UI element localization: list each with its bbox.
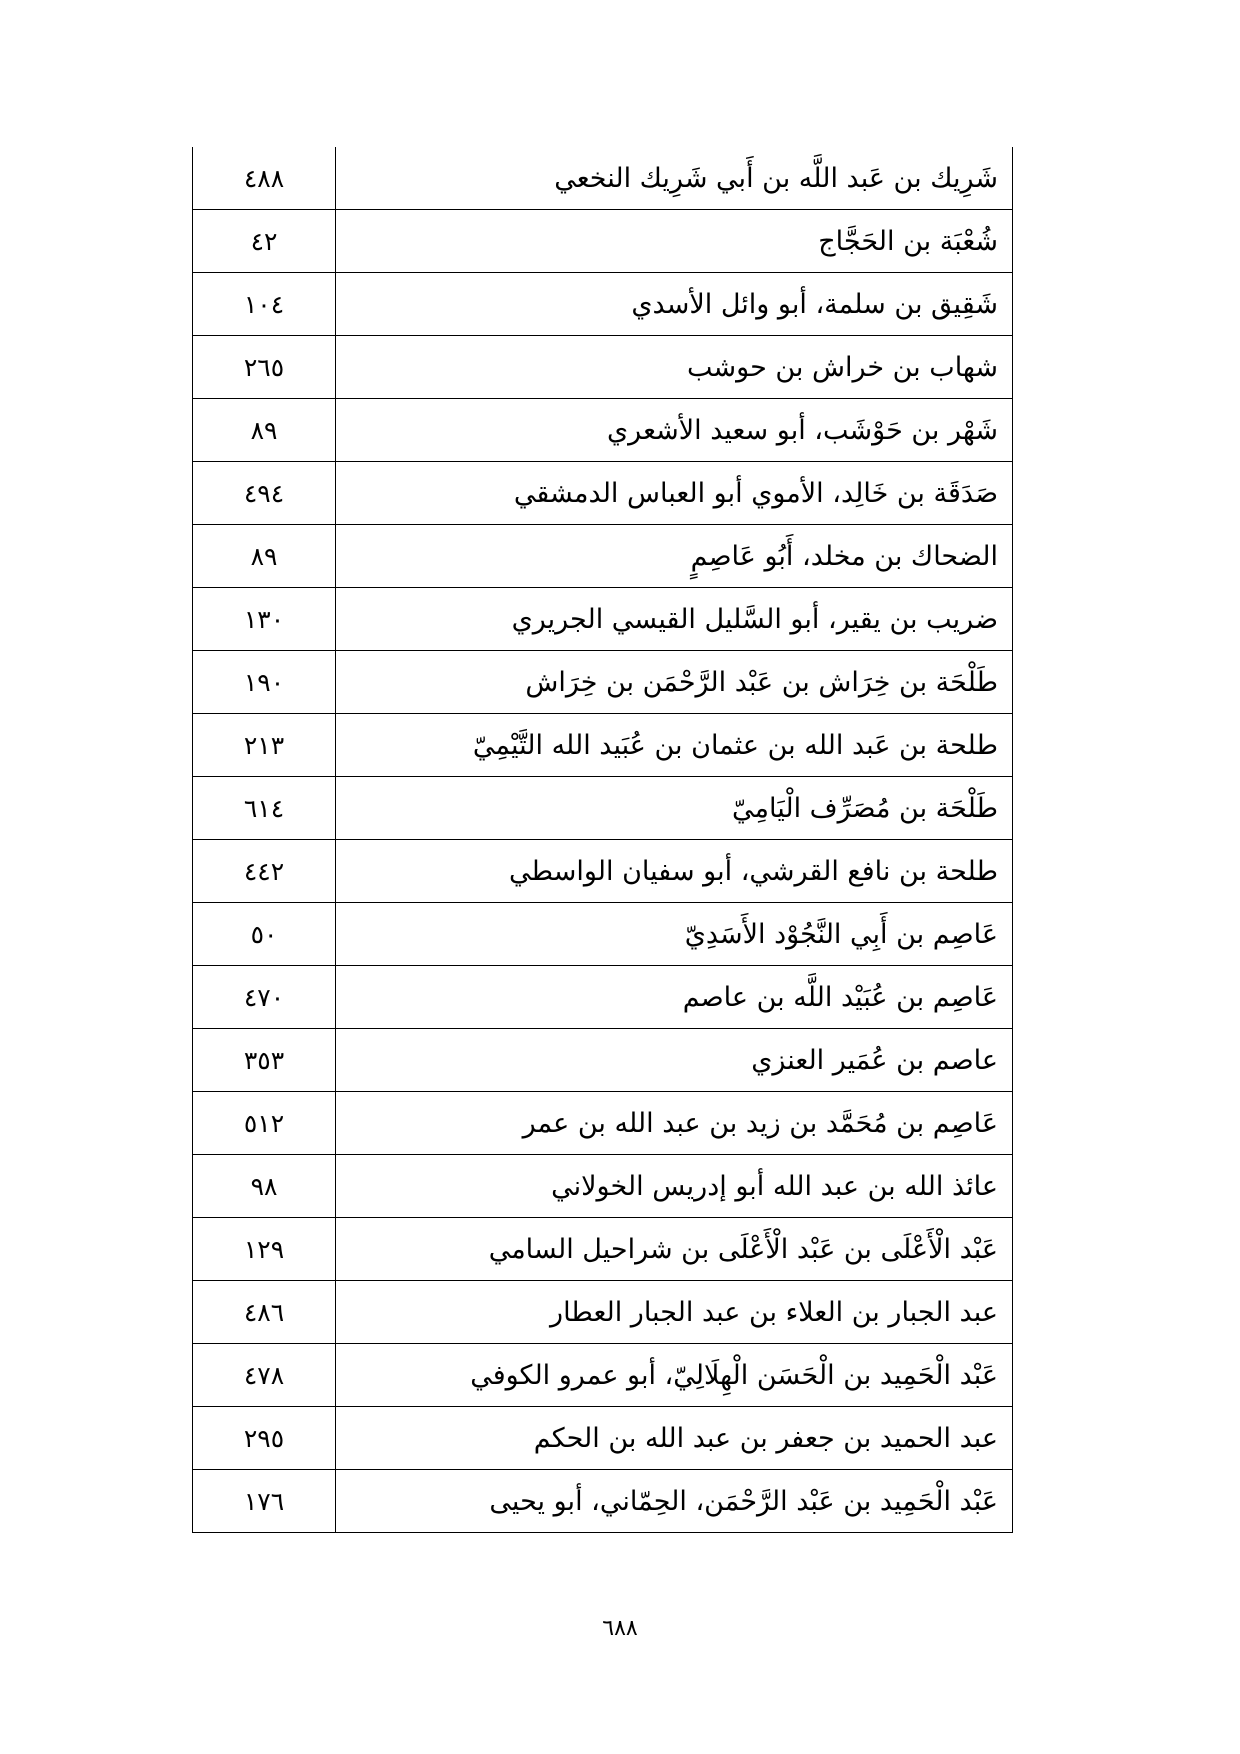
page-reference: ٢٩٥ [193,1407,336,1470]
page-number: ٦٨٨ [602,1616,638,1641]
table-row [193,1344,1013,1407]
table-row [193,1470,1013,1533]
page-reference: ٤٧٠ [193,966,336,1029]
page-reference: ١٩٠ [193,651,336,714]
table-row [193,1029,1013,1092]
narrator-name: عاصم بن عُمَير العنزي [336,1029,1013,1092]
narrator-name: طلحة بن عَبد الله بن عثمان بن عُبَيد الله التَّيْمِيّ [336,714,1013,777]
table-row [193,1218,1013,1281]
table-row [193,462,1013,525]
page-reference: ٥١٢ [193,1092,336,1155]
narrator-name: عبد الجبار بن العلاء بن عبد الجبار العطار [336,1281,1013,1344]
table-row [193,588,1013,651]
narrator-name: شَقِيق بن سلمة، أبو وائل الأسدي [336,273,1013,336]
page-reference: ٦١٤ [193,777,336,840]
narrator-name: طَلْحَة بن مُصَرِّف الْيَامِيّ [336,777,1013,840]
page-reference: ٩٨ [193,1155,336,1218]
table-row [193,840,1013,903]
narrator-name: صَدَقَة بن خَالِد، الأموي أبو العباس الدمشقي [336,462,1013,525]
narrator-name: عبد الحميد بن جعفر بن عبد الله بن الحكم [336,1407,1013,1470]
narrator-name: شَرِيك بن عَبد اللَّه بن أَبي شَرِيك النخعي [336,147,1013,210]
table-row [193,903,1013,966]
index-table [192,147,1013,1533]
narrator-name: طلحة بن نافع القرشي، أبو سفيان الواسطي [336,840,1013,903]
table-row [193,1092,1013,1155]
narrator-name: الضحاك بن مخلد، أَبُو عَاصِمٍ [336,525,1013,588]
table-row [193,210,1013,273]
table-row [193,651,1013,714]
table-row [193,399,1013,462]
table-row [193,525,1013,588]
page-reference: ١٠٤ [193,273,336,336]
table-row [193,777,1013,840]
table-row [193,336,1013,399]
page-reference: ١٢٩ [193,1218,336,1281]
narrator-name: عائذ الله بن عبد الله أبو إدريس الخولاني [336,1155,1013,1218]
page-reference: ١٣٠ [193,588,336,651]
page-reference: ١٧٦ [193,1470,336,1533]
index-table-body [193,147,1013,1533]
page-reference: ٥٠ [193,903,336,966]
table-row [193,273,1013,336]
narrator-name: عَبْد الْأَعْلَى بن عَبْد الْأَعْلَى بن شراحيل السامي [336,1218,1013,1281]
table-row [193,1281,1013,1344]
narrator-name: عَاصِم بن مُحَمَّد بن زيد بن عبد الله بن عمر [336,1092,1013,1155]
narrator-name: شهاب بن خراش بن حوشب [336,336,1013,399]
page-reference: ٨٩ [193,525,336,588]
page-reference: ٣٥٣ [193,1029,336,1092]
page-reference: ٤٢ [193,210,336,273]
narrator-name: عَاصِم بن أَبِي النَّجُوْد الأَسَدِيّ [336,903,1013,966]
table-row [193,1407,1013,1470]
table-row [193,1155,1013,1218]
narrator-name: عَاصِم بن عُبَيْد اللَّه بن عاصم [336,966,1013,1029]
table-row [193,714,1013,777]
page-reference: ٢٦٥ [193,336,336,399]
page-reference: ٤٩٤ [193,462,336,525]
page-reference: ٤٤٢ [193,840,336,903]
page-reference: ٤٨٨ [193,147,336,210]
narrator-name: شُعْبَة بن الحَجَّاج [336,210,1013,273]
page-reference: ٤٧٨ [193,1344,336,1407]
narrator-name: طَلْحَة بن خِرَاش بن عَبْد الرَّحْمَن بن خِرَاش [336,651,1013,714]
page-reference: ٨٩ [193,399,336,462]
page-reference: ٤٨٦ [193,1281,336,1344]
table-row [193,966,1013,1029]
table-row [193,147,1013,210]
page-reference: ٢١٣ [193,714,336,777]
narrator-name: شَهْر بن حَوْشَب، أبو سعيد الأشعري [336,399,1013,462]
narrator-name: عَبْد الْحَمِيد بن الْحَسَن الْهِلَالِيّ، أبو عمرو الكوفي [336,1344,1013,1407]
narrator-name: ضريب بن يقير، أبو السَّليل القيسي الجريري [336,588,1013,651]
narrator-name: عَبْد الْحَمِيد بن عَبْد الرَّحْمَن، الحِمّاني، أبو يحيى [336,1470,1013,1533]
